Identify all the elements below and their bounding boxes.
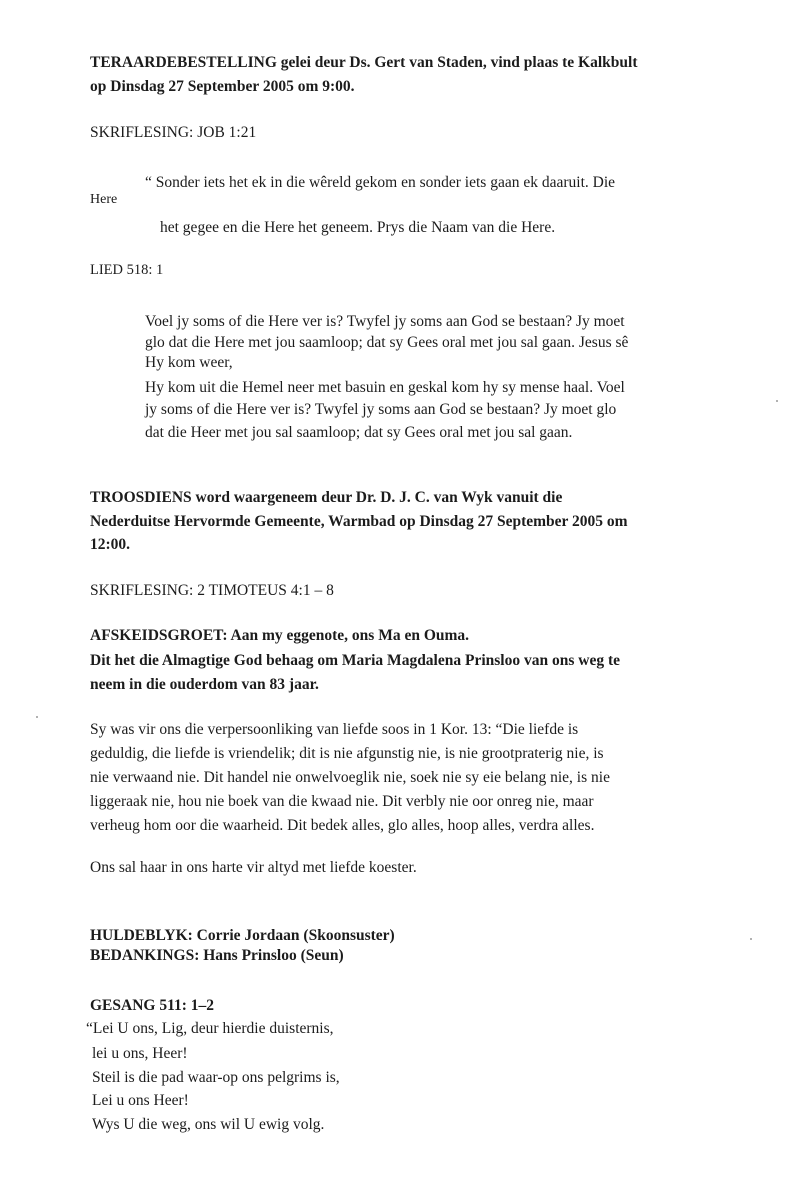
liefde-paragraph-line: nie verwaand nie. Dit handel nie onwelvoeglik nie, soek nie sy eie belang nie, is nie: [90, 769, 610, 786]
teraardebestelling-heading: TERAARDEBESTELLING: [90, 54, 277, 71]
troosdiens-line: TROOSDIENS word waargeneem deur Dr. D. J. C. van Wyk vanuit die: [90, 489, 563, 506]
lied-line: Voel jy soms of die Here ver is? Twyfel jy soms aan God se bestaan? Jy moet: [145, 313, 625, 330]
afskeidsgroet-line: neem in die ouderdom van 83 jaar.: [90, 676, 319, 693]
gesang-heading: GESANG 511: 1–2: [90, 997, 215, 1014]
job-verse-line: het gegee en die Here het geneem. Prys die Naam van die Here.: [160, 219, 556, 236]
liefde-paragraph-line: liggeraak nie, hou nie boek van die kwaad nie. Dit verbly nie oor onreg nie, maar: [90, 793, 594, 810]
koester-line: Ons sal haar in ons harte vir altyd met liefde koester.: [90, 859, 417, 876]
scan-speck: [750, 938, 752, 940]
job-verse-line: Here: [90, 192, 118, 207]
skriflesing-timoteus-heading: SKRIFLESING: 2 TIMOTEUS 4:1 – 8: [90, 582, 334, 599]
teraardebestelling-line-1: TERAARDEBESTELLING gelei deur Ds. Gert van Staden, vind plaas te Kalkbult: [90, 54, 638, 71]
afskeidsgroet-line: Dit het die Almagtige God behaag om Maria Magdalena Prinsloo van ons weg te: [90, 652, 620, 669]
lied-line: dat die Heer met jou sal saamloop; dat sy Gees oral met jou sal gaan.: [145, 424, 573, 441]
lied-line: Hy kom uit die Hemel neer met basuin en geskal kom hy sy mense haal. Voel: [145, 379, 625, 396]
liefde-paragraph-line: Sy was vir ons die verpersoonliking van liefde soos in 1 Kor. 13: “Die liefde is: [90, 721, 579, 738]
huldeblyk-line: HULDEBLYK: Corrie Jordaan (Skoonsuster): [90, 927, 395, 944]
lied-line: jy soms of die Here ver is? Twyfel jy soms aan God se bestaan? Jy moet glo: [145, 401, 617, 418]
scan-speck: [776, 400, 778, 402]
gesang-line: lei u ons, Heer!: [92, 1045, 188, 1062]
skriflesing-job-heading: SKRIFLESING: JOB 1:21: [90, 124, 257, 141]
liefde-paragraph-line: verheug hom oor die waarheid. Dit bedek alles, glo alles, hoop alles, verdra alles.: [90, 817, 595, 834]
troosdiens-line: Nederduitse Hervormde Gemeente, Warmbad op Dinsdag 27 September 2005 om: [90, 513, 628, 530]
afskeidsgroet-line: AFSKEIDSGROET: Aan my eggenote, ons Ma en Ouma.: [90, 627, 470, 644]
job-verse-line: “ Sonder iets het ek in die wêreld gekom en sonder iets gaan ek daaruit. Die: [145, 174, 616, 191]
liefde-paragraph-line: geduldig, die liefde is vriendelik; dit is nie afgunstig nie, is nie grootpraterig nie, is: [90, 745, 604, 762]
teraardebestelling-line-2: op Dinsdag 27 September 2005 om 9:00.: [90, 78, 355, 95]
gesang-line: Lei u ons Heer!: [92, 1092, 189, 1109]
bedankings-line: BEDANKINGS: Hans Prinsloo (Seun): [90, 947, 344, 964]
gesang-line: Wys U die weg, ons wil U ewig volg.: [92, 1116, 325, 1133]
gesang-line: “Lei U ons, Lig, deur hierdie duisternis,: [86, 1020, 334, 1037]
lied-line: glo dat die Here met jou saamloop; dat sy Gees oral met jou sal gaan. Jesus sê: [145, 334, 629, 351]
gesang-line: Steil is die pad waar-op ons pelgrims is,: [92, 1069, 340, 1086]
troosdiens-line: 12:00.: [90, 536, 131, 553]
lied-line: Hy kom weer,: [145, 354, 233, 371]
lied-heading: LIED 518: 1: [90, 262, 164, 278]
scan-speck: [36, 716, 38, 718]
